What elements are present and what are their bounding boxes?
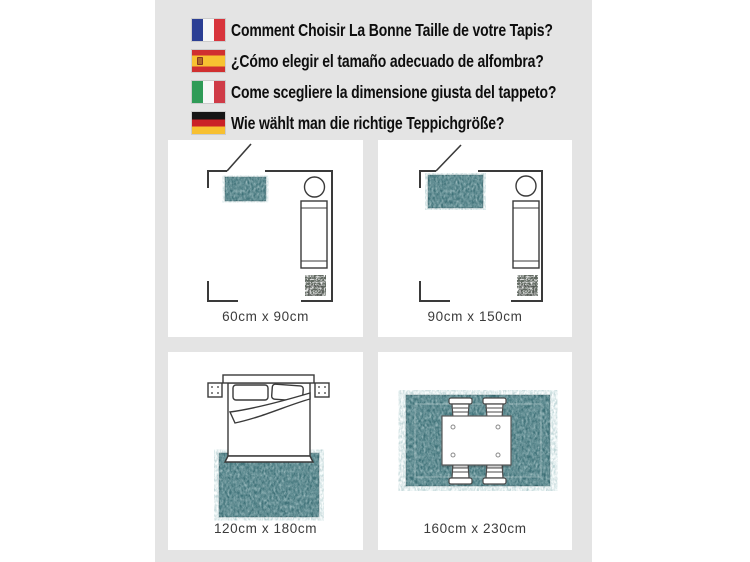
language-header xyxy=(192,19,638,143)
footboard xyxy=(225,456,313,462)
header-line-spanish xyxy=(192,50,638,72)
header-line-french xyxy=(192,19,638,41)
door-swing-line xyxy=(227,144,251,171)
flag-germany-icon xyxy=(192,112,225,134)
header-text-spanish: ¿Cómo elegir el tamaño adecuado de alfombra? xyxy=(231,50,544,71)
floor-plan-medium-rug-diagram xyxy=(378,140,572,337)
panel-60x90 xyxy=(168,140,363,337)
round-table-icon xyxy=(305,177,325,197)
panel-90x150 xyxy=(378,140,572,337)
panel-120x180 xyxy=(168,352,363,550)
headboard xyxy=(223,375,314,383)
wall-bottom-left xyxy=(208,281,238,301)
rug-60x90 xyxy=(225,177,266,201)
size-label: 160cm x 230cm xyxy=(423,521,527,536)
chair-top-left xyxy=(449,398,472,418)
header-line-german xyxy=(192,112,638,134)
console-furniture xyxy=(513,201,539,268)
floor-plan-small-rug-diagram xyxy=(168,140,363,337)
size-label: 90cm x 150cm xyxy=(427,309,523,324)
potted-plant-icon xyxy=(306,276,325,295)
rug-90x150 xyxy=(428,175,483,208)
console-furniture xyxy=(301,201,327,268)
nightstand-left xyxy=(208,383,222,397)
header-text-german: Wie wählt man die richtige Teppichgröße? xyxy=(231,112,505,133)
flag-spain-icon xyxy=(192,50,225,72)
chair-top-right xyxy=(483,398,506,418)
wall-bottom-left xyxy=(420,281,450,301)
size-label: 60cm x 90cm xyxy=(222,309,309,324)
pillow-left xyxy=(233,385,268,400)
double-bed xyxy=(223,375,314,462)
round-table-icon xyxy=(516,176,536,196)
header-text-french: Comment Choisir La Bonne Taille de votre Tapis? xyxy=(231,19,553,40)
size-label: 120cm x 180cm xyxy=(213,521,318,536)
flag-italy-icon xyxy=(192,81,225,103)
panel-160x230 xyxy=(378,352,572,550)
dining-table xyxy=(442,416,511,467)
door-swing-line xyxy=(436,145,461,171)
potted-plant-icon xyxy=(518,276,537,295)
flag-france-icon xyxy=(192,19,225,41)
header-text-italian: Come scegliere la dimensione giusta del tappeto? xyxy=(231,81,557,102)
nightstand-right xyxy=(315,383,329,397)
wall-top-left xyxy=(208,171,227,188)
header-line-italian xyxy=(192,81,638,103)
